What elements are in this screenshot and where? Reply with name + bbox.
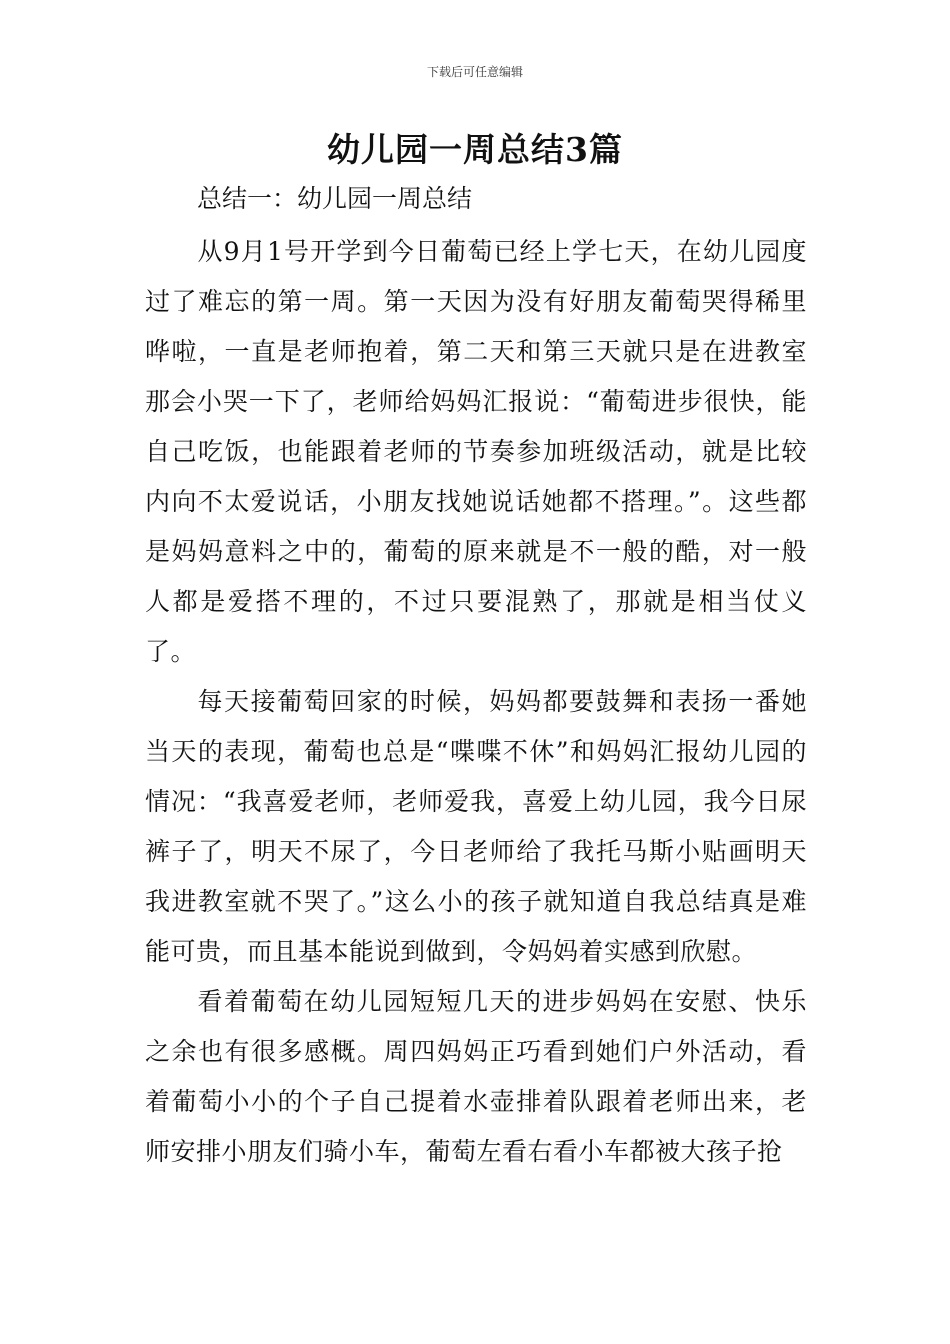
section-subtitle: 总结一：幼儿园一周总结 bbox=[197, 184, 473, 213]
document-body bbox=[145, 177, 807, 1177]
paragraph: 从9月1号开学到今日葡萄已经上学七天，在幼儿园度过了难忘的第一周。第一天因为没有好朋友葡萄哭得稀里哗啦，一直是老师抱着，第二天和第三天就只是在进教室那会小哭一下了，老师给妈妈汇报说：“葡萄进步很快，能自己吃饭，也能跟着老师的节奏参加班级活动，就是比较内向不太爱说话，小朋友找她说话她都不搭理。”。这些都是妈妈意料之中的，葡萄的原来就是不一般的酷，对一般人都是爱搭不理的，不过只要混熟了，那就是相当仗义了。 bbox=[145, 237, 807, 666]
header-note: 下载后可任意编辑 bbox=[426, 65, 523, 79]
document-title: 幼儿园一周总结3篇 bbox=[327, 130, 623, 169]
paragraph: 每天接葡萄回家的时候，妈妈都要鼓舞和表扬一番她当天的表现，葡萄也总是“喋喋不休”和妈妈汇报幼儿园的情况：“我喜爱老师，老师爱我，喜爱上幼儿园，我今日尿裤子了，明天不尿了，今日老师给了我托马斯小贴画明天我进教室就不哭了。”这么小的孩子就知道自我总结真是难能可贵，而且基本能说到做到，令妈妈着实感到欣慰。 bbox=[145, 687, 807, 966]
paragraph: 看着葡萄在幼儿园短短几天的进步妈妈在安慰、快乐之余也有很多感概。周四妈妈正巧看到她们户外活动，看着葡萄小小的个子自己提着水壶排着队跟着老师出来，老师安排小朋友们骑小车，葡萄左看右看小车都被大孩子抢 bbox=[145, 987, 807, 1166]
